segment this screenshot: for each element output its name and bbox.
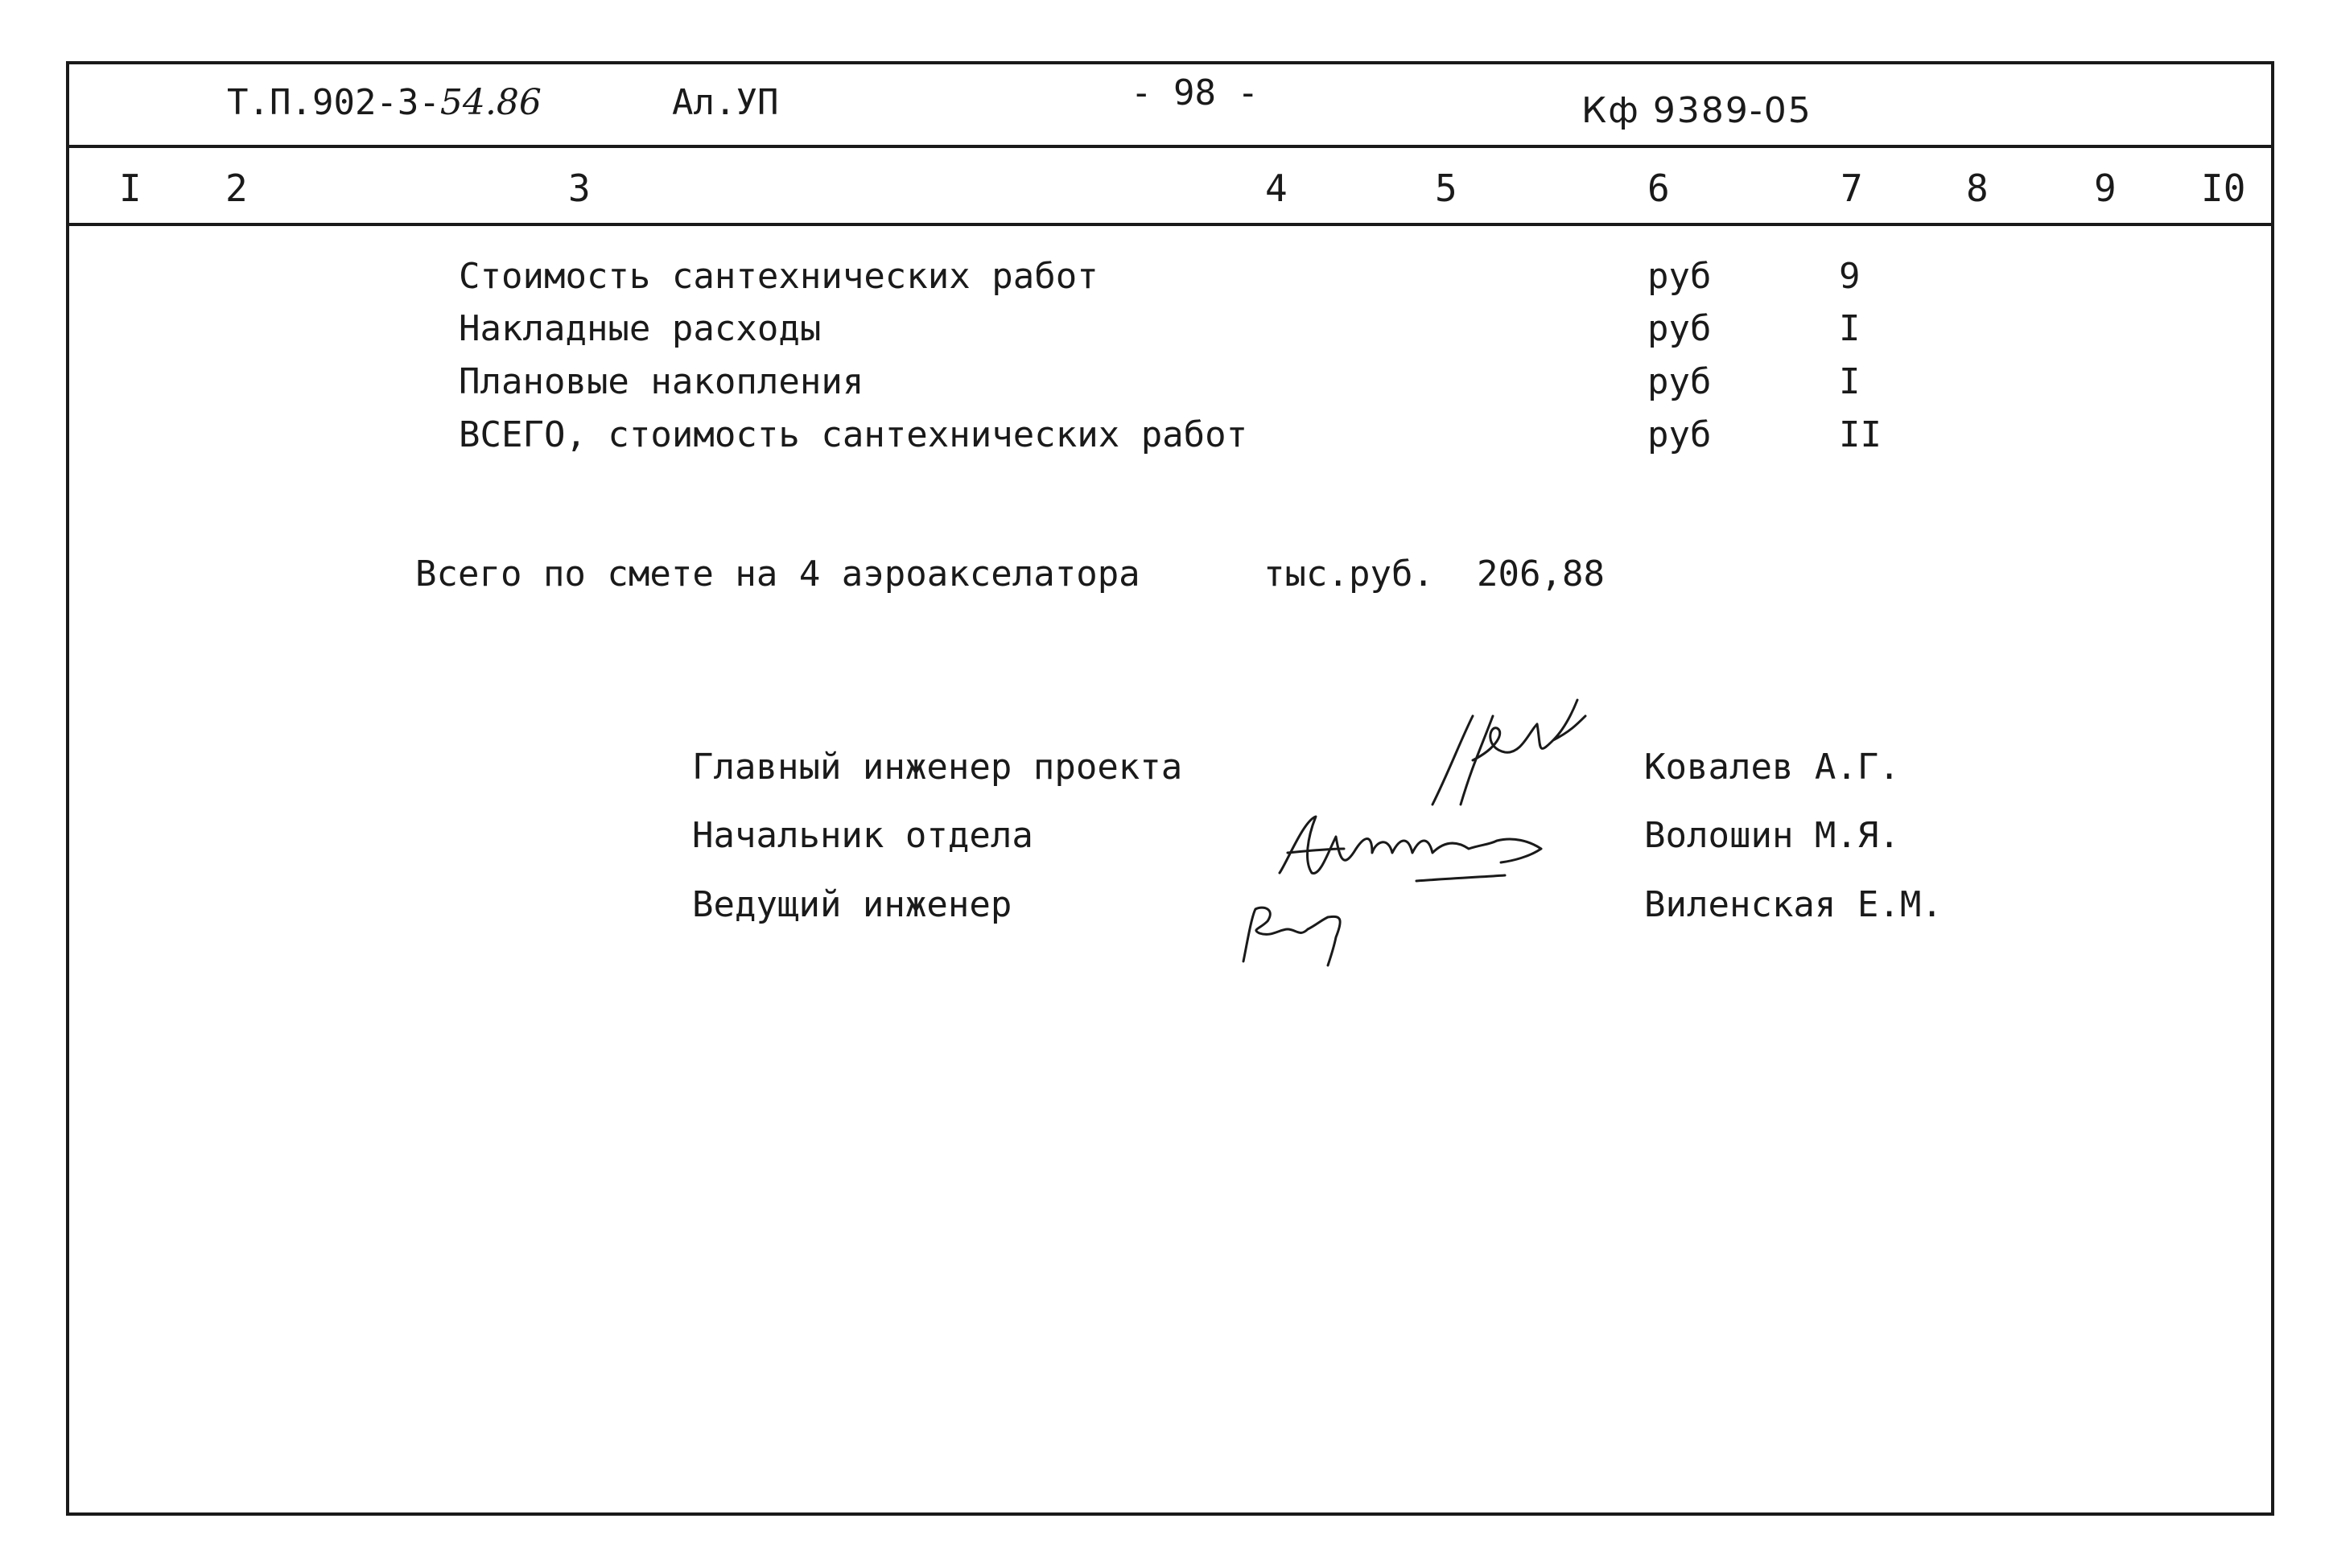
row-name: ВСЕГО, стоимость сантехнических работ [459,414,1248,455]
album-label: Ал.УП [672,82,779,123]
signature-department-head [1272,805,1561,893]
column-number: 7 [1841,167,1863,210]
signature-lead-engineer [1231,893,1360,973]
row-name: Плановые накопления [459,361,864,402]
archive-stamp: Кф 9389-05 [1581,90,1812,131]
row-value: I [1839,308,1861,349]
row-unit: руб [1647,308,1712,349]
row-name: Стоимость сантехнических работ [459,256,1099,297]
doc-code-handwritten: 54.86 [439,82,542,123]
column-number: 4 [1265,167,1288,210]
column-number: 6 [1647,167,1670,210]
page-frame [66,61,2274,1516]
column-number: 8 [1966,167,1989,210]
row-name: Накладные расходы [459,308,822,349]
column-header-divider [66,223,2274,226]
column-number: 2 [225,167,248,210]
signature-role: Ведущий инженер [692,884,1012,925]
column-number: 3 [568,167,591,210]
column-number: 9 [2094,167,2117,210]
total-unit: тыс.руб. [1263,554,1434,595]
column-number: 5 [1435,167,1457,210]
signature-person: Виленская Е.М. [1644,884,1943,925]
signature-person: Волошин М.Я. [1644,815,1900,856]
row-value: I [1839,361,1861,402]
header-divider [66,145,2274,148]
column-number: I [119,167,142,210]
column-number: I0 [2201,167,2246,210]
doc-code [227,82,542,123]
total-label: Всего по смете на 4 аэроакселатора [415,554,1140,595]
signature-person: Ковалев А.Г. [1644,747,1900,788]
signature-chief-engineer [1416,684,1593,813]
total-value: 206,88 [1477,554,1605,595]
signature-role: Главный инженер проекта [692,747,1183,788]
doc-code-prefix: Т.П.902-3- [227,82,440,123]
page-number: - 98 - [1131,72,1259,113]
signature-role: Начальник отдела [692,815,1033,856]
row-value: II [1839,414,1882,455]
row-unit: руб [1647,361,1712,402]
row-unit: руб [1647,256,1712,297]
row-value: 9 [1839,256,1861,297]
row-unit: руб [1647,414,1712,455]
